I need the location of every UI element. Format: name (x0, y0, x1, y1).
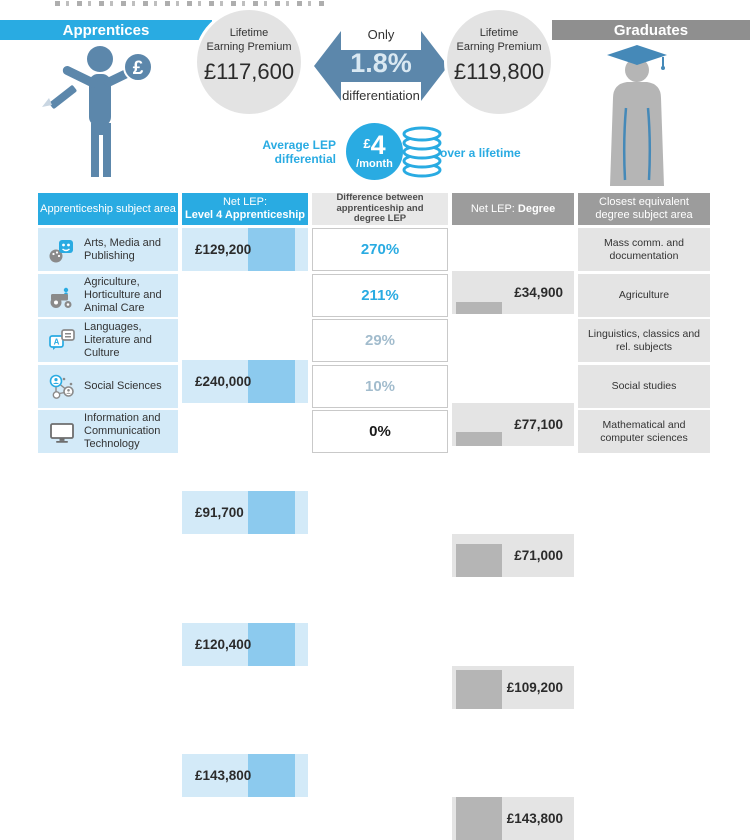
apprentice-lep-value: £117,600 (203, 58, 295, 84)
degree-lep-cell: £109,200 (452, 666, 574, 709)
apprenticeship-lep-bar (248, 491, 295, 534)
degree-lep-cell: £71,000 (452, 534, 574, 577)
apprentices-header-bar (0, 20, 212, 40)
equivalent-subject-cell: Linguistics, classics and rel. subjects (578, 319, 710, 362)
apprenticeship-lep-bar (248, 360, 295, 403)
arrow-value: 1.8% (350, 48, 412, 78)
arts-media-icon (45, 233, 79, 267)
header-net-lep-degree: Net LEP: Degree (452, 193, 574, 225)
apprenticeship-lep-cell: £129,200 (182, 228, 308, 271)
difference-cell: 10% (312, 365, 448, 408)
svg-text:£: £ (132, 58, 144, 79)
graduates-header-bar (552, 20, 750, 40)
graduate-lep-circle (444, 7, 554, 117)
apprentice-figure-icon (30, 45, 170, 190)
equivalent-subject-cell: Mathematical and computer sciences (578, 410, 710, 453)
apprenticeship-lep-cell: £120,400 (182, 623, 308, 666)
pound-coin-icon (124, 53, 152, 81)
table-row-subject: Information and Communication Technology (38, 410, 178, 453)
equivalent-subject-cell: Agriculture (578, 274, 710, 317)
graduate-figure-icon (595, 42, 680, 188)
languages-icon (45, 324, 79, 358)
monthly-differential-amount: £4 (363, 130, 386, 160)
degree-bar (456, 544, 502, 577)
avg-lep-differential-label: Average LEP differential (262, 138, 336, 167)
apprenticeship-lep-bar (248, 228, 295, 271)
degree-bar (456, 670, 502, 709)
degree-bar (456, 797, 502, 840)
degree-lep-cell: £143,800 (452, 797, 574, 840)
graduate-lep-value: £119,800 (453, 58, 545, 84)
table-row-subject: Agriculture, Horticulture and Animal Care (38, 274, 178, 317)
coin-stack-icon (401, 126, 444, 178)
apprenticeship-lep-bar (248, 754, 295, 797)
svg-text:A: A (53, 337, 60, 347)
degree-bar (456, 302, 502, 314)
table-row-subject: A Languages, Literature and Culture (38, 319, 178, 362)
apprentices-label: Apprentices (62, 21, 150, 39)
apprentice-lep-title: Lifetime Earning Premium (206, 27, 292, 53)
arrow-top-label: Only (367, 27, 395, 42)
difference-cell: 0% (312, 410, 448, 453)
difference-cell: 270% (312, 228, 448, 271)
pencil-icon (42, 85, 77, 110)
header-subject-area: Apprenticeship subject area (38, 193, 178, 225)
graduate-lep-title: Lifetime Earning Premium (456, 27, 542, 53)
apprenticeship-lep-bar (248, 623, 295, 666)
table-row-subject: Arts, Media and Publishing (38, 228, 178, 271)
header-difference: Difference between apprenticeship and degree LEP (312, 193, 448, 225)
equivalent-subject-cell: Social studies (578, 365, 710, 408)
ict-icon (45, 415, 79, 449)
cropped-title-fragment (55, 1, 325, 6)
apprenticeship-lep-cell: £143,800 (182, 754, 308, 797)
difference-cell: 29% (312, 319, 448, 362)
apprenticeship-lep-cell: £91,700 (182, 491, 308, 534)
arrow-bottom-label: differentiation (342, 88, 420, 103)
degree-lep-cell: £77,100 (452, 403, 574, 446)
social-sciences-icon (45, 370, 79, 404)
monthly-differential-badge: £4 /month (346, 123, 403, 180)
header-equivalent-subject: Closest equivalent degree subject area (578, 193, 710, 225)
over-a-lifetime-label: over a lifetime (440, 146, 521, 160)
degree-lep-cell: £34,900 (452, 271, 574, 314)
graduates-label: Graduates (613, 21, 689, 39)
apprentice-lep-circle (194, 7, 304, 117)
degree-bar (456, 432, 502, 446)
header-net-lep-apprenticeship: Net LEP: Level 4 Apprenticeship (182, 193, 308, 225)
apprenticeship-lep-cell: £240,000 (182, 360, 308, 403)
agriculture-icon (45, 279, 79, 313)
table-row-subject: Social Sciences (38, 365, 178, 408)
equivalent-subject-cell: Mass comm. and documentation (578, 228, 710, 271)
difference-cell: 211% (312, 274, 448, 317)
